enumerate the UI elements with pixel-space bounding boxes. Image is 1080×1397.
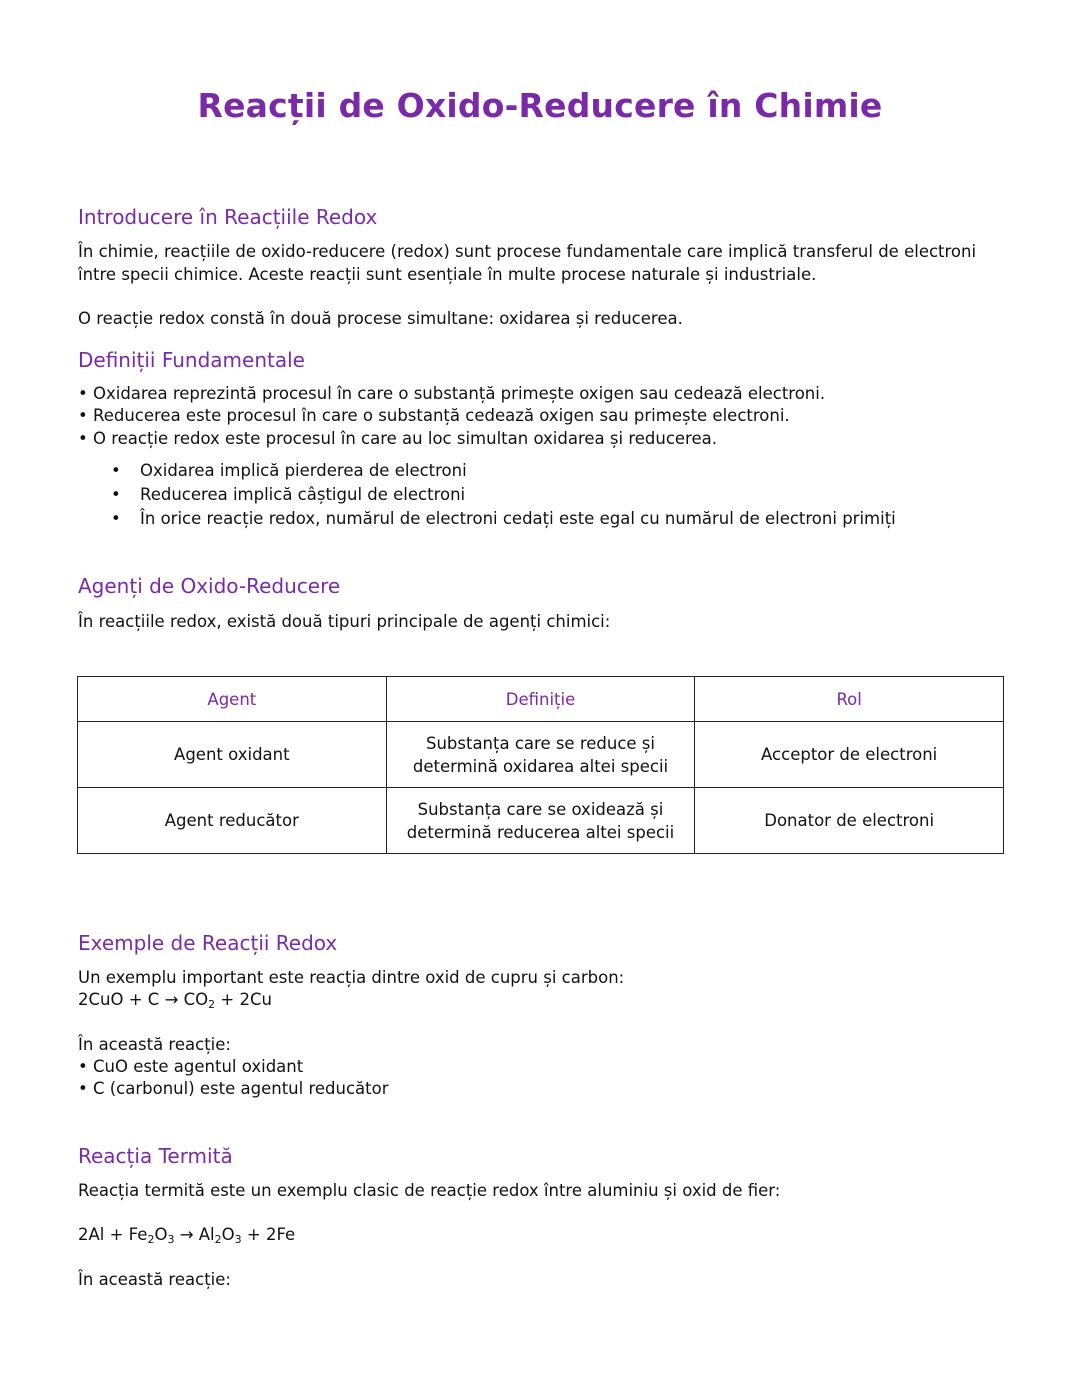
table-cell-role: Donator de electroni xyxy=(695,788,1004,854)
equation-part: O xyxy=(154,1225,168,1244)
table-cell-definition xyxy=(386,788,695,854)
definition-bullet: • Oxidarea reprezintă procesul în care o substanță primește oxigen sau cedează electroni. xyxy=(78,384,826,403)
reaction-arrow-icon: → xyxy=(164,990,179,1009)
equation-subscript: 2 xyxy=(147,1233,155,1246)
table-cell-agent: Agent reducător xyxy=(78,788,387,854)
definition-line: determină oxidarea altei specii xyxy=(412,756,669,776)
definition-bullet: • O reacție redox este procesul în care au loc simultan oxidarea și reducerea. xyxy=(78,429,717,448)
thermite-intro: Reacția termită este un exemplu clasic de reacție redox între aluminiu și oxid de fier: xyxy=(78,1181,781,1200)
section-heading-thermite: Reacția Termită xyxy=(78,1144,233,1168)
section-heading-intro: Introducere în Reacțiile Redox xyxy=(78,205,378,229)
agents-intro: În reacțiile redox, există două tipuri principale de agenți chimici: xyxy=(78,612,611,631)
equation-part: 2CuO + C xyxy=(78,990,160,1009)
reaction-arrow-icon: → xyxy=(179,1225,194,1244)
example-bullet: • CuO este agentul oxidant xyxy=(78,1057,304,1076)
table-header-cell: Agent xyxy=(78,677,387,722)
definition-line: Substanța care se reduce și xyxy=(425,733,655,753)
equation-subscript: 2 xyxy=(214,1233,222,1246)
table-cell-agent: Agent oxidant xyxy=(78,722,387,788)
example-bullet: • C (carbonul) este agentul reducător xyxy=(78,1079,389,1098)
equation-part: 2Al + Fe xyxy=(78,1225,148,1244)
equation-part: + 2Fe xyxy=(246,1225,296,1244)
agents-table xyxy=(77,676,1004,854)
sub-list-item: • În orice reacție redox, numărul de electroni cedați este egal cu numărul de electroni primiți xyxy=(108,507,896,531)
in-reaction-label: În această reacție: xyxy=(78,1270,231,1289)
definition-sub-list xyxy=(108,459,896,531)
examples-intro: Un exemplu important este reacția dintre oxid de cupru și carbon: xyxy=(78,968,625,987)
definition-line: Substanța care se oxidează și xyxy=(417,799,664,819)
table-header-cell: Definiție xyxy=(386,677,695,722)
table-row xyxy=(78,722,1004,788)
intro-paragraph-2: O reacție redox constă în două procese simultane: oxidarea și reducerea. xyxy=(78,309,683,328)
sub-list-item: • Reducerea implică câștigul de electroni xyxy=(108,483,896,507)
equation-subscript: 3 xyxy=(234,1233,242,1246)
table-cell-definition xyxy=(386,722,695,788)
definition-line: determină reducerea altei specii xyxy=(406,822,675,842)
definition-bullet: • Reducerea este procesul în care o substanță cedează oxigen sau primește electroni. xyxy=(78,406,790,425)
section-heading-definitions: Definiții Fundamentale xyxy=(78,348,305,372)
equation-part: O xyxy=(221,1225,235,1244)
table-header-row xyxy=(78,677,1004,722)
section-heading-agents: Agenți de Oxido-Reducere xyxy=(78,574,341,598)
table-row xyxy=(78,788,1004,854)
in-reaction-label: În această reacție: xyxy=(78,1035,231,1054)
table-cell-role: Acceptor de electroni xyxy=(695,722,1004,788)
equation-subscript: 2 xyxy=(208,998,216,1011)
equation-thermite xyxy=(78,1224,1008,1247)
sub-list-item: • Oxidarea implică pierderea de electroni xyxy=(108,459,896,483)
page-title: Reacții de Oxido-Reducere în Chimie xyxy=(197,86,883,125)
equation-part: + 2Cu xyxy=(220,990,272,1009)
equation-part: CO xyxy=(183,990,209,1009)
section-heading-examples: Exemple de Reacții Redox xyxy=(78,931,338,955)
equation-subscript: 3 xyxy=(167,1233,175,1246)
table-header-cell: Rol xyxy=(695,677,1004,722)
intro-paragraph: În chimie, reacțiile de oxido-reducere (redox) sunt procese fundamentale care implică transferul de electroni între specii chimice. Aceste reacții sunt esențiale în multe procese naturale și industriale. xyxy=(78,242,977,284)
equation-cuo xyxy=(78,989,1008,1012)
equation-part: Al xyxy=(198,1225,215,1244)
